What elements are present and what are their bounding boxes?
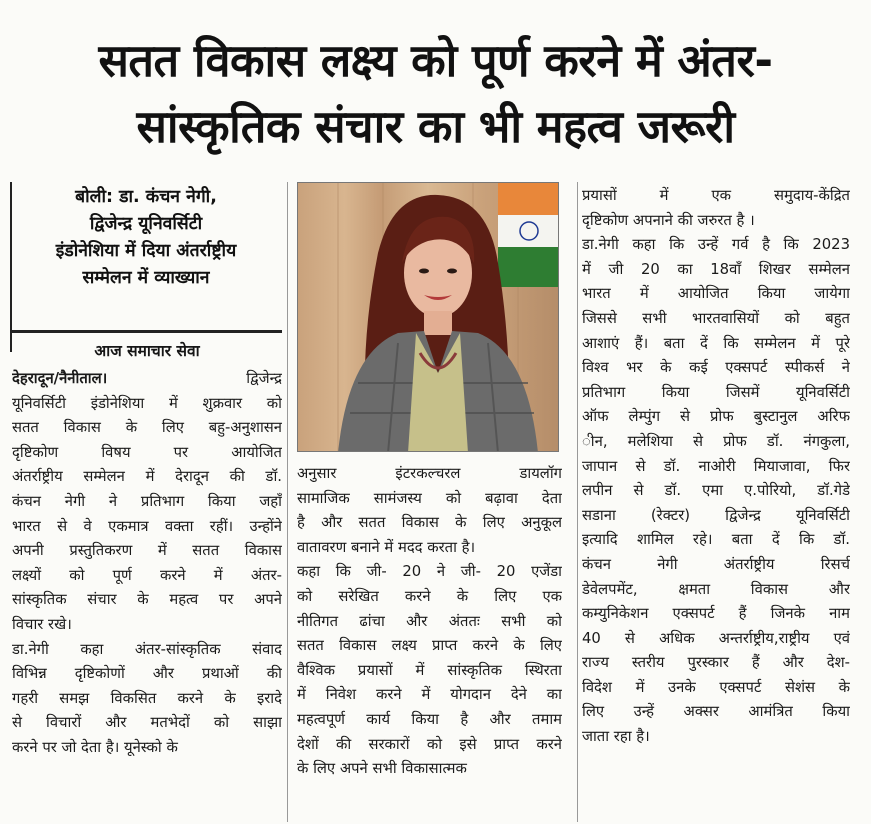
article-line: के लिए अपने सभी विकासात्मक: [297, 760, 467, 778]
article-column-3: [582, 184, 850, 750]
article-line: कंचन नेगी अंतर्राष्ट्रीय रिसर्च: [582, 555, 850, 573]
article-line: है और सतत विकास के लिए अनुकूल: [297, 514, 562, 532]
article-line: लक्ष्यों को पूर्ण करने में अंतर-: [12, 566, 282, 584]
article-column-1: [12, 367, 282, 761]
article-line: में निवेश करने में योगदान देने का: [297, 686, 562, 704]
article-line: जिससे सभी भारतवासियों को बहुत: [582, 309, 850, 327]
article-column-2: [297, 462, 562, 782]
column-rule-1: [287, 182, 288, 822]
subheadline: [10, 184, 282, 292]
article-line: भारत से वे एकमात्र वक्ता रहीं। उन्होंने: [12, 517, 282, 535]
article-line: दृष्टिकोण अपनाने की जरुरत है ।: [582, 211, 755, 229]
article-line: प्रयासों में एक समुदाय-केंद्रित: [582, 187, 850, 204]
headline-line-1: सतत विकास लक्ष्य को पूर्ण करने में अंतर-: [98, 34, 773, 87]
article-line: कहा कि जी- 20 ने जी- 20 एजेंडा: [297, 563, 562, 581]
article-line: नीतिगत ढांचा और अंततः सभी को: [297, 612, 562, 630]
dateline: देहरादून/नैनीताल।: [12, 370, 108, 387]
article-line: जापान से डॉ. नाओरी मियाजावा, फिर: [582, 457, 850, 475]
article-line: अंतर्राष्ट्रीय सम्मेलन में देरादून की डॉ.: [12, 468, 282, 486]
flag-graphic: [498, 183, 559, 287]
article-line: डा.नेगी कहा कि उन्हें गर्व है कि 2023: [582, 236, 850, 254]
article-line: यूनिवर्सिटी इंडोनेशिया में शुक्रवार को: [12, 394, 282, 412]
portrait-illustration: [298, 183, 559, 452]
article-line: वैश्विक प्रयासों में सांस्कृतिक स्थिरता: [297, 661, 562, 679]
article-line: कम्युनिकेशन एक्सपर्ट हैं जिनके नाम: [582, 605, 850, 623]
subhead-divider: [12, 330, 282, 333]
article-line: अपनी प्रस्तुतिकरण में सतत विकास: [12, 542, 282, 560]
article-line: डेवेलपमेंट, क्षमता विकास और: [582, 580, 850, 598]
article-line: सामाजिक सामंजस्य को बढ़ावा देता: [297, 489, 562, 507]
headline: [0, 28, 871, 160]
article-line: लिए उन्हें अक्सर आमंत्रित किया: [582, 703, 850, 721]
article-line: दृष्टिकोण विषय पर आयोजित: [12, 443, 282, 461]
article-line: प्रतिभाग किया जिसमें यूनिवर्सिटी: [582, 383, 850, 401]
article-line: 40 से अधिक अन्तर्राष्ट्रीय,राष्ट्रीय एवं: [582, 629, 850, 647]
article-line: में जी 20 का 18वाँ शिखर सम्मेलन: [582, 260, 850, 278]
article-line: वातावरण बनाने में मदद करता है।: [297, 538, 476, 556]
headline-line-2: सांस्कृतिक संचार का भी महत्व जरूरी: [136, 100, 735, 153]
subheadline-line-3: इंडोनेशिया में दिया अंतर्राष्ट्रीय: [55, 241, 237, 261]
article-line: करने पर जो देता है। यूनेस्को के: [12, 738, 178, 756]
article-line: देशों की सरकारों को इसे प्राप्त करने: [297, 735, 562, 753]
article-line: गहरी समझ विकसित करने के इरादे: [12, 689, 282, 707]
article-line: देहरादून/नैनीताल। द्विजेन्द्र: [12, 370, 282, 387]
article-line: सतत विकास के लिए बहु-अनुशासन: [12, 419, 282, 437]
article-line: अनुसार इंटरकल्चरल डायलॉग: [297, 465, 562, 482]
subheadline-line-1: बोली: डा. कंचन नेगी,: [75, 187, 217, 207]
article-line: भारत में आयोजित किया जायेगा: [582, 285, 850, 303]
article-line: को सरेखित करने के लिए एक: [297, 587, 562, 605]
article-line: विश्व भर के कई एक्सपर्ट स्पीकर्स ने: [582, 359, 850, 377]
article-line: राज्य स्तरीय पुरस्कार हैं और देश-: [582, 654, 850, 672]
article-line: से विचारों और मतभेदों को साझा: [12, 714, 282, 732]
article-line: ऑफ लेम्पुंग से प्रोफ बुस्टानुल अरिफ: [582, 408, 850, 426]
article-line: इत्यादि शामिल रहे। बता दें कि डॉ.: [582, 531, 850, 549]
article-line: सडाना (रेक्टर) द्विजेन्द्र यूनिवर्सिटी: [582, 506, 850, 524]
article-line: ीन, मलेशिया से प्रोफ डॉ. नंगकुला,: [582, 432, 850, 450]
article-line: विदेश में उनके एक्सपर्ट सेशंस के: [582, 678, 850, 696]
article-line: जाता रहा है।: [582, 728, 650, 746]
article-line: कंचन नेगी ने प्रतिभाग किया जहाँ: [12, 492, 282, 510]
left-vertical-rule: [10, 182, 12, 352]
portrait-photo: [297, 182, 559, 452]
column-rule-2: [577, 182, 578, 822]
article-line: आशाएं हैं। बता दें कि सम्मेलन में पूरे: [582, 334, 850, 352]
article-line: विचार रखे।: [12, 615, 72, 633]
article-line: डा.नेगी कहा अंतर-सांस्कृतिक संवाद: [12, 640, 282, 658]
article-line: लपीन से डॉ. एमा ए.पोरियो, डॉ.गेडे: [582, 482, 850, 500]
byline: आज समाचार सेवा: [94, 342, 200, 360]
article-line: सतत विकास लक्ष्य प्राप्त करने के लिए: [297, 637, 562, 655]
article-line: महत्वपूर्ण कार्य किया है और तमाम: [297, 710, 562, 728]
article-line: विभिन्न दृष्टिकोणों और प्रथाओं की: [12, 665, 282, 683]
article-line: सांस्कृतिक संचार के महत्व पर अपने: [12, 591, 282, 609]
subheadline-line-2: द्विजेन्द्र यूनिवर्सिटी: [89, 214, 203, 234]
subheadline-line-4: सम्मेलन में व्याख्यान: [82, 268, 210, 288]
